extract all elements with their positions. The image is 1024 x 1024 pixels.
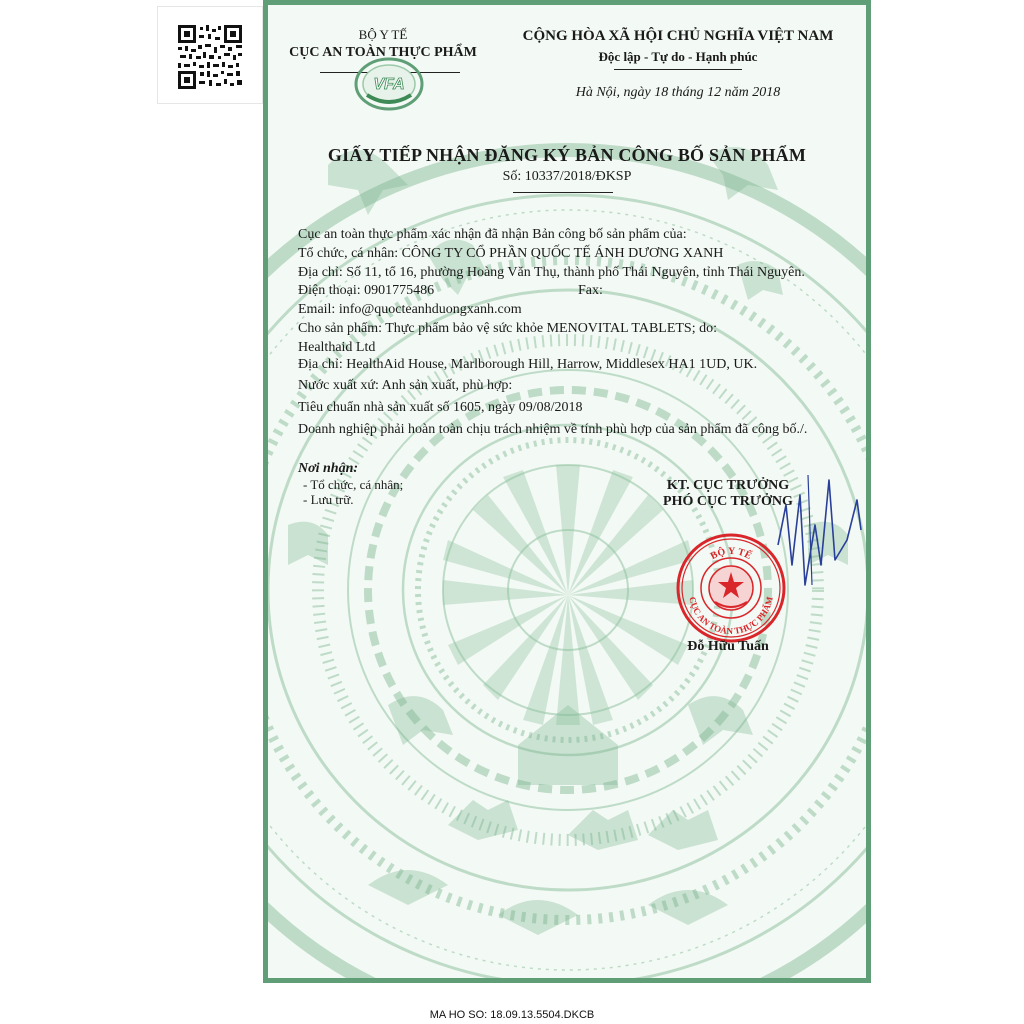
national-motto: Độc lập - Tự do - Hạnh phúc — [598, 49, 758, 64]
phone-line: Điện thoại: 0901775486 — [298, 283, 435, 298]
motto-underline — [614, 69, 742, 70]
vfa-logo-icon — [353, 55, 425, 113]
issue-date: Hà Nội, ngày 18 tháng 12 năm 2018 — [575, 85, 781, 100]
seal-ring-text: CỤC AN TOÀN THỰC PHẨM — [687, 595, 775, 637]
document-number: Số: 10337/2018/ĐKSP — [502, 169, 632, 184]
seal-top-text: BỘ Y TẾ — [708, 545, 754, 563]
standard-line: Tiêu chuẩn nhà sản xuất số 1605, ngày 09/08/2018 — [298, 400, 583, 415]
country-name: CỘNG HÒA XÃ HỘI CHỦ NGHĨA VIỆT NAM — [522, 28, 834, 44]
signer-role-1: KT. CỤC TRƯỞNG — [666, 478, 790, 493]
qr-code-icon — [178, 25, 242, 89]
origin-line: Nước xuất xứ: Anh sản xuất, phù hợp: — [298, 378, 513, 393]
document-title: GIẤY TIẾP NHẬN ĐĂNG KÝ BẢN CÔNG BỐ SẢN PHẨM — [327, 145, 807, 165]
certificate — [263, 0, 871, 983]
email-line: Email: info@quocteanhduongxanh.com — [298, 302, 522, 317]
recipient-item: - Tổ chức, cá nhân; — [303, 477, 404, 492]
recipients-heading: Nơi nhận: — [298, 461, 359, 476]
official-seal-icon — [675, 532, 787, 644]
recipient-item: - Lưu trữ. — [303, 492, 354, 507]
intro-text: Cục an toàn thực phẩm xác nhận đã nhận Bản công bố sản phẩm của: — [298, 227, 687, 242]
fax-line: Fax: — [578, 283, 603, 298]
organization-line: Tổ chức, cá nhân: CÔNG TY CỔ PHẦN QUỐC TẾ ÁNH DƯƠNG XANH — [298, 246, 724, 261]
ministry-name: BỘ Y TẾ — [358, 27, 408, 42]
manufacturer-line: Healthaid Ltd — [298, 340, 376, 355]
vfa-logo-text: VFA — [373, 76, 405, 93]
signer-role-2: PHÓ CỤC TRƯỞNG — [663, 494, 793, 509]
address-line: Địa chỉ: Số 11, tổ 16, phường Hoàng Văn Thụ, thành phố Thái Nguyên, tỉnh Thái Nguyên. — [298, 265, 805, 280]
qr-code — [157, 6, 263, 104]
manufacturer-address-line: Địa chỉ: HealthAid House, Marlborough Hill, Harrow, Middlesex HA1 1UD, UK. — [298, 357, 758, 372]
signer-name: Đỗ Hữu Tuấn — [687, 639, 769, 654]
dossier-code: MA HO SO: 18.09.13.5504.DKCB — [429, 1009, 595, 1021]
number-underline — [513, 192, 613, 193]
responsibility-line: Doanh nghiệp phải hoàn toàn chịu trách nhiệm về tính phù hợp của sản phẩm đã công bố./. — [298, 422, 808, 437]
product-line: Cho sản phẩm: Thực phẩm bảo vệ sức khỏe MENOVITAL TABLETS; do: — [298, 321, 718, 336]
agency-name: CỤC AN TOÀN THỰC PHẨM — [289, 45, 477, 60]
